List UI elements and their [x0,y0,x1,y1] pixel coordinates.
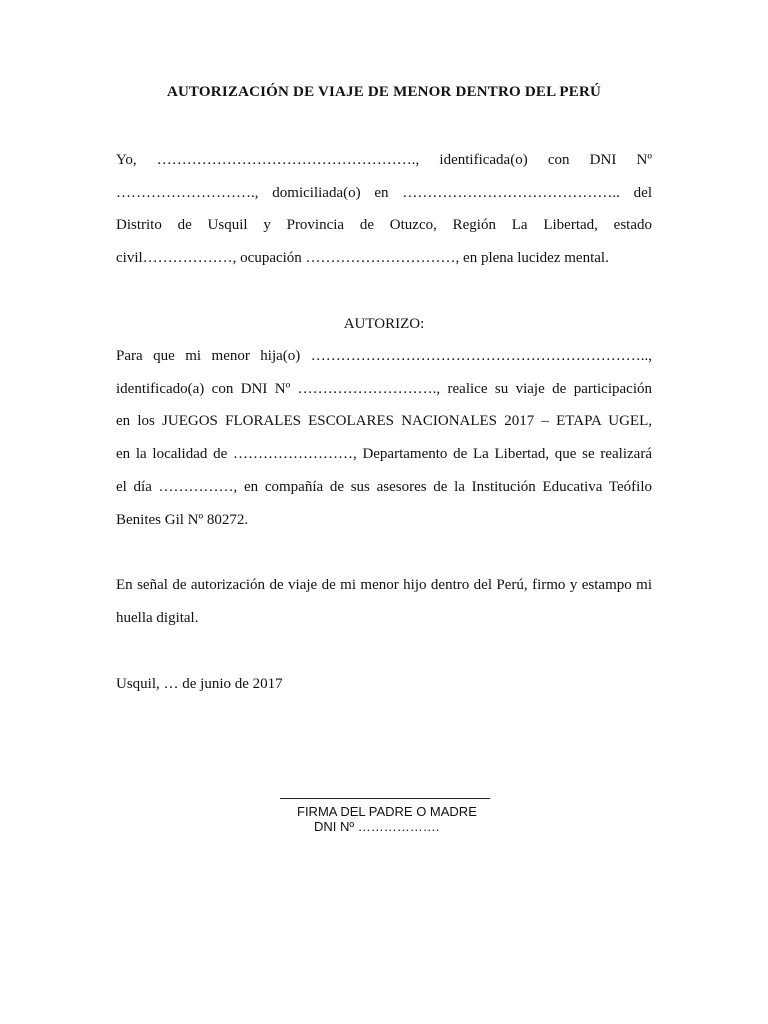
paragraph2-line-2: identificado(a) con DNI Nº ………………………., realice su viaje de participación [116,381,652,397]
document-title: AUTORIZACIÓN DE VIAJE DE MENOR DENTRO DEL PERÚ [166,84,602,100]
paragraph2-line-5: el día ……………, en compañía de sus asesores de la Institución Educativa Teófilo [116,479,652,495]
paragraph1-line-3: Distrito de Usquil y Provincia de Otuzco, Región La Libertad, estado [116,217,652,233]
signature-label: FIRMA DEL PADRE O MADRE [297,804,477,819]
place-date: Usquil, … de junio de 2017 [116,676,283,692]
signature-dni: DNI Nº ………………. [314,819,440,834]
paragraph1-line-2: ………………………., domiciliada(o) en …………………………………….. del [116,185,652,201]
paragraph2-line-1: Para que mi menor hija(o) ………………………………………………………….., [116,348,652,364]
paragraph3-line-2: huella digital. [116,610,199,626]
paragraph3-line-1: En señal de autorización de viaje de mi menor hijo dentro del Perú, firmo y estampo mi [116,577,652,593]
paragraph1-line-1: Yo, ……………………………………………., identificada(o) con DNI Nº [116,152,652,168]
paragraph2-line-3: en los JUEGOS FLORALES ESCOLARES NACIONALES 2017 – ETAPA UGEL, [116,413,652,429]
paragraph2-line-4: en la localidad de ……………………, Departamento de La Libertad, que se realizará [116,446,652,462]
autorizo-heading: AUTORIZO: [343,316,425,332]
paragraph1-line-4: civil………………, ocupación …………………………, en plena lucidez mental. [116,250,609,266]
signature-line [280,798,490,799]
paragraph2-line-6: Benites Gil Nº 80272. [116,512,249,528]
